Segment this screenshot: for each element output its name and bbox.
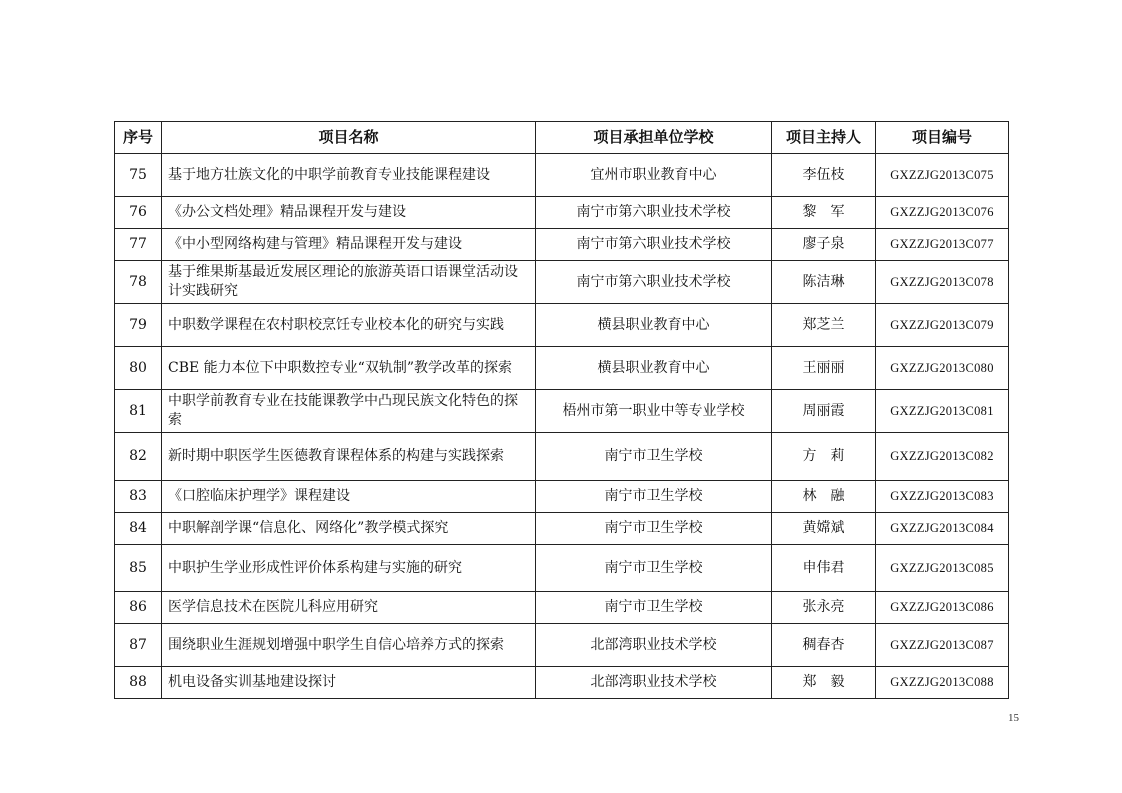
header-school: 项目承担单位学校: [536, 122, 772, 154]
school-name: 梧州市第一职业中等专业学校: [536, 390, 772, 433]
project-name: 中职数学课程在农村职校烹饪专业校本化的研究与实践: [162, 304, 536, 347]
host-name: 李伍枝: [772, 154, 876, 197]
host-name: 张永亮: [772, 592, 876, 624]
school-name: 南宁市卫生学校: [536, 513, 772, 545]
table-row: [115, 481, 1009, 513]
project-code: GXZZJG2013C077: [876, 229, 1009, 261]
project-name: 中职解剖学课“信息化、网络化”教学模式探究: [162, 513, 536, 545]
project-code: GXZZJG2013C079: [876, 304, 1009, 347]
row-number: 81: [115, 390, 162, 433]
school-name: 南宁市第六职业技术学校: [536, 261, 772, 304]
project-code: GXZZJG2013C085: [876, 545, 1009, 592]
row-number: 76: [115, 197, 162, 229]
header-code: 项目编号: [876, 122, 1009, 154]
project-code: GXZZJG2013C086: [876, 592, 1009, 624]
project-name: 新时期中职医学生医德教育课程体系的构建与实践探索: [162, 433, 536, 481]
row-number: 79: [115, 304, 162, 347]
table-row: [115, 304, 1009, 347]
host-name: 陈洁琳: [772, 261, 876, 304]
table-row: [115, 667, 1009, 699]
project-name: 中职护生学业形成性评价体系构建与实施的研究: [162, 545, 536, 592]
row-number: 87: [115, 624, 162, 667]
header-host: 项目主持人: [772, 122, 876, 154]
project-code: GXZZJG2013C080: [876, 347, 1009, 390]
row-number: 88: [115, 667, 162, 699]
table-row: [115, 624, 1009, 667]
table-row: [115, 592, 1009, 624]
table-row: [115, 229, 1009, 261]
table-header: [115, 122, 1009, 154]
row-number: 77: [115, 229, 162, 261]
school-name: 南宁市卫生学校: [536, 545, 772, 592]
table-row: [115, 197, 1009, 229]
school-name: 南宁市卫生学校: [536, 433, 772, 481]
school-name: 南宁市第六职业技术学校: [536, 229, 772, 261]
project-name: 中职学前教育专业在技能课教学中凸现民族文化特色的探索: [162, 390, 536, 433]
project-name: 围绕职业生涯规划增强中职学生自信心培养方式的探索: [162, 624, 536, 667]
table-row: [115, 545, 1009, 592]
row-number: 80: [115, 347, 162, 390]
project-name: 《口腔临床护理学》课程建设: [162, 481, 536, 513]
school-name: 北部湾职业技术学校: [536, 624, 772, 667]
project-code: GXZZJG2013C075: [876, 154, 1009, 197]
row-number: 75: [115, 154, 162, 197]
school-name: 南宁市卫生学校: [536, 481, 772, 513]
row-number: 78: [115, 261, 162, 304]
table-row: [115, 154, 1009, 197]
school-name: 南宁市第六职业技术学校: [536, 197, 772, 229]
project-name: 医学信息技术在医院儿科应用研究: [162, 592, 536, 624]
host-name: 黄嫦斌: [772, 513, 876, 545]
host-name: 申伟君: [772, 545, 876, 592]
table-row: [115, 390, 1009, 433]
row-number: 86: [115, 592, 162, 624]
project-name: 机电设备实训基地建设探讨: [162, 667, 536, 699]
host-name: 廖子泉: [772, 229, 876, 261]
header-name: 项目名称: [162, 122, 536, 154]
table-row: [115, 433, 1009, 481]
school-name: 宜州市职业教育中心: [536, 154, 772, 197]
host-name: 黎 军: [772, 197, 876, 229]
host-name: 周丽霞: [772, 390, 876, 433]
table-row: [115, 513, 1009, 545]
project-code: GXZZJG2013C081: [876, 390, 1009, 433]
header-row: [115, 122, 1009, 154]
project-code: GXZZJG2013C083: [876, 481, 1009, 513]
project-code: GXZZJG2013C076: [876, 197, 1009, 229]
project-code: GXZZJG2013C087: [876, 624, 1009, 667]
project-name: 基于地方壮族文化的中职学前教育专业技能课程建设: [162, 154, 536, 197]
host-name: 郑 毅: [772, 667, 876, 699]
project-code: GXZZJG2013C082: [876, 433, 1009, 481]
school-name: 南宁市卫生学校: [536, 592, 772, 624]
school-name: 横县职业教育中心: [536, 304, 772, 347]
table-row: [115, 261, 1009, 304]
host-name: 方 莉: [772, 433, 876, 481]
school-name: 北部湾职业技术学校: [536, 667, 772, 699]
header-no: 序号: [115, 122, 162, 154]
school-name: 横县职业教育中心: [536, 347, 772, 390]
table-body: [115, 154, 1009, 699]
project-code: GXZZJG2013C084: [876, 513, 1009, 545]
row-number: 82: [115, 433, 162, 481]
host-name: 稠春杏: [772, 624, 876, 667]
project-name: 基于维果斯基最近发展区理论的旅游英语口语课堂活动设计实践研究: [162, 261, 536, 304]
project-name: 《中小型网络构建与管理》精品课程开发与建设: [162, 229, 536, 261]
project-name: CBE 能力本位下中职数控专业“双轨制”教学改革的探索: [162, 347, 536, 390]
project-code: GXZZJG2013C078: [876, 261, 1009, 304]
row-number: 84: [115, 513, 162, 545]
host-name: 林 融: [772, 481, 876, 513]
project-name: 《办公文档处理》精品课程开发与建设: [162, 197, 536, 229]
host-name: 郑芝兰: [772, 304, 876, 347]
row-number: 83: [115, 481, 162, 513]
table-row: [115, 347, 1009, 390]
project-code: GXZZJG2013C088: [876, 667, 1009, 699]
page-number: 15: [1008, 712, 1019, 724]
project-table: [114, 121, 1009, 699]
row-number: 85: [115, 545, 162, 592]
host-name: 王丽丽: [772, 347, 876, 390]
